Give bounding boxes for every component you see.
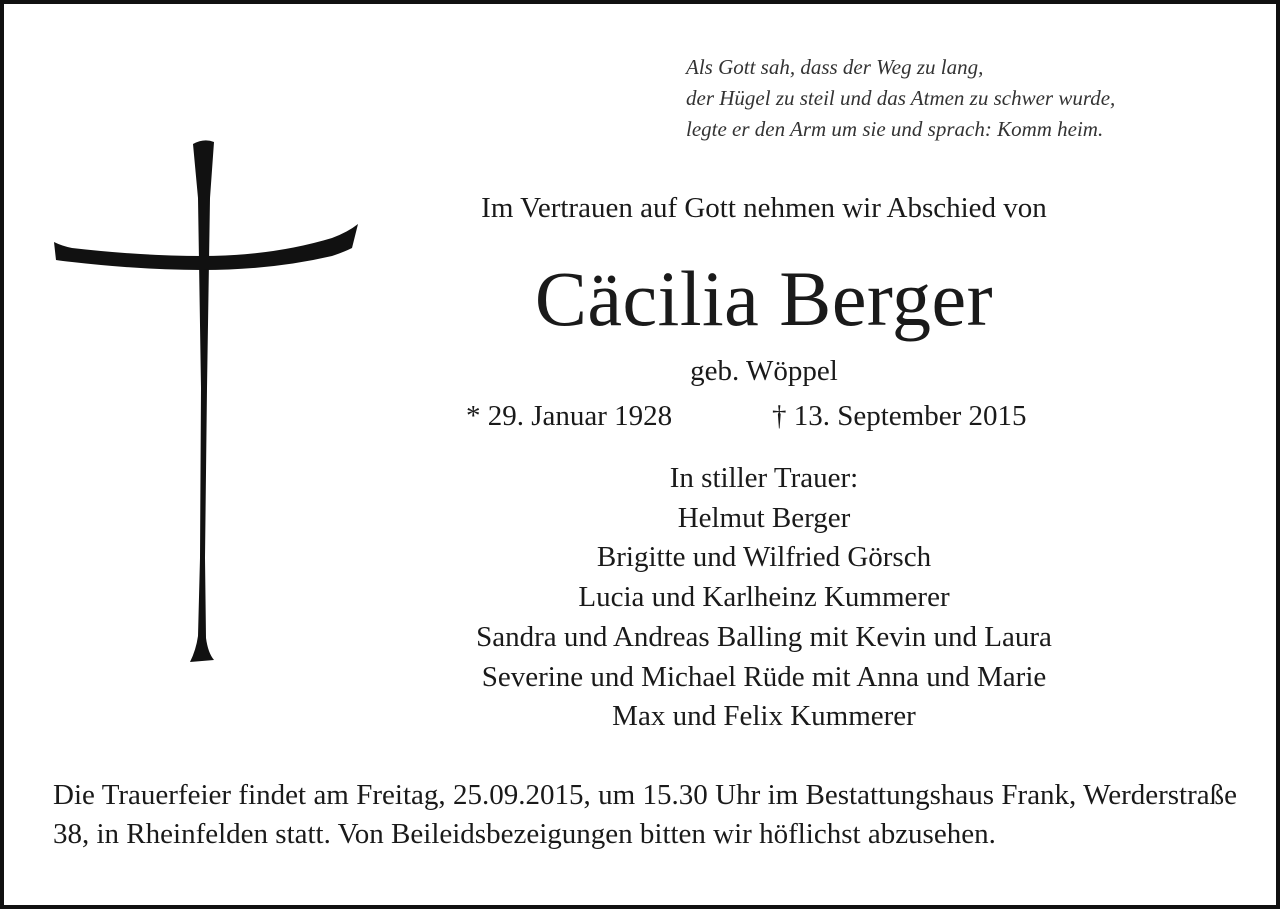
mourner-name: Severine und Michael Rüde mit Anna und Marie xyxy=(481,660,1047,693)
verse-line: der Hügel zu steil und das Atmen zu schwer wurde, xyxy=(686,86,1116,110)
mourner-name: Brigitte und Wilfried Görsch xyxy=(596,541,932,574)
mourners-list xyxy=(364,459,1164,737)
birth-name: geb. Wöppel xyxy=(690,355,838,387)
mourner-name: Max und Felix Kummerer xyxy=(612,700,916,733)
deceased-name: Cäcilia Berger xyxy=(534,255,994,342)
cross-icon xyxy=(52,138,362,664)
memorial-verse xyxy=(686,52,1115,145)
verse-line: legte er den Arm um sie und sprach: Komm heim. xyxy=(686,117,1104,141)
intro-line: Im Vertrauen auf Gott nehmen wir Abschied von xyxy=(481,192,1047,224)
mourner-name: Helmut Berger xyxy=(677,501,851,534)
mourners-heading: In stiller Trauer: xyxy=(669,462,859,494)
birth-date: * 29. Januar 1928 xyxy=(466,400,673,432)
mourner-name: Lucia und Karlheinz Kummerer xyxy=(578,581,950,614)
mourner-name: Sandra und Andreas Balling mit Kevin und Laura xyxy=(476,620,1052,653)
funeral-notice: Die Trauerfeier findet am Freitag, 25.09.2015, um 15.30 Uhr im Bestattungshaus Frank, Werderstraße 38, in Rheinfelden statt. Von Beileidsbezeigungen bitten wir höflichst abzusehen. xyxy=(53,779,1237,850)
verse-line: Als Gott sah, dass der Weg zu lang, xyxy=(686,55,984,79)
death-date: † 13. September 2015 xyxy=(772,400,1027,432)
